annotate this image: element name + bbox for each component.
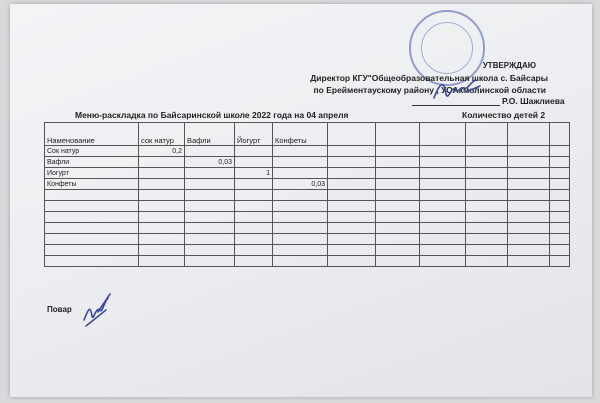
table-row xyxy=(45,201,570,212)
table-cell xyxy=(273,201,328,212)
table-cell xyxy=(185,223,235,234)
table-cell xyxy=(508,168,550,179)
column-header: сок натур xyxy=(139,123,185,146)
table-cell xyxy=(550,212,570,223)
district-line: по Ерейментаускому району , УОАкмолинской области xyxy=(313,85,546,95)
table-cell xyxy=(139,157,185,168)
table-cell xyxy=(328,168,376,179)
table-cell xyxy=(466,157,508,168)
table-cell xyxy=(273,190,328,201)
table-cell xyxy=(508,256,550,267)
table-cell xyxy=(273,212,328,223)
table-cell xyxy=(420,157,466,168)
table-cell xyxy=(139,168,185,179)
table-cell xyxy=(185,146,235,157)
table-cell xyxy=(376,245,420,256)
table-row xyxy=(45,168,570,179)
table-cell xyxy=(235,212,273,223)
table-cell xyxy=(139,223,185,234)
table-cell xyxy=(45,190,139,201)
table-cell: Вафли xyxy=(45,157,139,168)
table-cell: Иогурт xyxy=(45,168,139,179)
table-cell xyxy=(376,157,420,168)
table-cell xyxy=(273,146,328,157)
document-page xyxy=(10,4,592,397)
table-cell xyxy=(139,179,185,190)
table-cell xyxy=(273,245,328,256)
table-cell xyxy=(235,234,273,245)
table-cell xyxy=(376,168,420,179)
table-row xyxy=(45,146,570,157)
table-cell xyxy=(550,190,570,201)
table-cell xyxy=(273,168,328,179)
table-cell xyxy=(508,179,550,190)
table-cell xyxy=(508,212,550,223)
column-header xyxy=(550,123,570,146)
table-cell xyxy=(420,168,466,179)
table-cell xyxy=(550,168,570,179)
table-cell xyxy=(466,212,508,223)
table-cell xyxy=(550,245,570,256)
table-cell xyxy=(185,212,235,223)
column-header xyxy=(420,123,466,146)
table-row xyxy=(45,223,570,234)
table-cell xyxy=(420,146,466,157)
table-cell xyxy=(508,245,550,256)
table-row xyxy=(45,190,570,201)
table-cell: Сок натур xyxy=(45,146,139,157)
table-cell xyxy=(376,146,420,157)
director-line: Директор КГУ"Общеобразовательная школа с. Байсары xyxy=(310,73,548,83)
table-cell xyxy=(45,234,139,245)
table-row xyxy=(45,179,570,190)
table-cell xyxy=(45,223,139,234)
table-cell xyxy=(376,179,420,190)
column-header: Конфеты xyxy=(273,123,328,146)
table-cell xyxy=(466,234,508,245)
column-header: Йогурт xyxy=(235,123,273,146)
table-cell xyxy=(185,234,235,245)
column-header xyxy=(376,123,420,146)
document-title: Меню-раскладка по Байсаринской школе 2022 года на 04 апреля xyxy=(75,110,349,120)
table-cell xyxy=(420,256,466,267)
table-cell xyxy=(420,212,466,223)
column-header xyxy=(328,123,376,146)
table-row xyxy=(45,157,570,168)
table-cell xyxy=(550,146,570,157)
table-cell xyxy=(328,212,376,223)
table-cell xyxy=(235,201,273,212)
table-cell: 1 xyxy=(235,168,273,179)
table-cell xyxy=(328,190,376,201)
table-cell xyxy=(45,201,139,212)
table-cell xyxy=(235,256,273,267)
table-cell xyxy=(466,190,508,201)
column-header: Наменование xyxy=(45,123,139,146)
table-cell xyxy=(420,223,466,234)
table-cell xyxy=(550,179,570,190)
table-cell xyxy=(273,256,328,267)
table-cell xyxy=(45,212,139,223)
table-cell xyxy=(273,234,328,245)
table-cell xyxy=(328,157,376,168)
table-cell xyxy=(376,201,420,212)
table-cell xyxy=(466,146,508,157)
table-cell xyxy=(508,201,550,212)
table-cell xyxy=(550,256,570,267)
table-cell: 0,03 xyxy=(185,157,235,168)
table-row xyxy=(45,245,570,256)
table-cell xyxy=(466,223,508,234)
table-cell xyxy=(139,201,185,212)
table-cell xyxy=(328,146,376,157)
table-cell xyxy=(376,256,420,267)
table-cell xyxy=(550,201,570,212)
signatory-name: Р.О. Шажлиева xyxy=(502,96,565,106)
table-cell xyxy=(273,223,328,234)
table-cell xyxy=(508,234,550,245)
table-cell xyxy=(139,190,185,201)
table-row xyxy=(45,256,570,267)
table-cell: 0,2 xyxy=(139,146,185,157)
table-cell: 0,03 xyxy=(273,179,328,190)
table-cell xyxy=(139,245,185,256)
table-cell xyxy=(328,179,376,190)
table-cell xyxy=(139,256,185,267)
table-cell xyxy=(508,190,550,201)
table-cell xyxy=(185,190,235,201)
table-header-row xyxy=(45,123,570,146)
table-cell xyxy=(550,234,570,245)
table-cell xyxy=(235,190,273,201)
table-cell xyxy=(420,190,466,201)
table-cell xyxy=(328,245,376,256)
table-cell xyxy=(185,201,235,212)
table-cell xyxy=(376,212,420,223)
table-cell xyxy=(466,256,508,267)
cook-signature xyxy=(80,290,116,330)
table-cell xyxy=(45,245,139,256)
column-header xyxy=(508,123,550,146)
table-cell xyxy=(235,146,273,157)
table-cell xyxy=(185,168,235,179)
column-header xyxy=(466,123,508,146)
table-cell xyxy=(185,245,235,256)
table-cell xyxy=(328,201,376,212)
table-row xyxy=(45,212,570,223)
column-header: Вафли xyxy=(185,123,235,146)
table-cell xyxy=(508,146,550,157)
table-cell xyxy=(235,223,273,234)
table-cell xyxy=(235,157,273,168)
table-cell xyxy=(328,234,376,245)
table-cell xyxy=(466,179,508,190)
table-cell xyxy=(420,234,466,245)
table-cell xyxy=(508,157,550,168)
table-cell xyxy=(273,157,328,168)
table-cell xyxy=(328,256,376,267)
table-cell xyxy=(420,245,466,256)
table-cell xyxy=(185,179,235,190)
children-count: Количество детей 2 xyxy=(462,110,546,120)
table-cell: Конфеты xyxy=(45,179,139,190)
table-cell xyxy=(235,179,273,190)
menu-table xyxy=(44,122,570,267)
table-cell xyxy=(550,157,570,168)
cook-label: Повар xyxy=(47,305,72,314)
table-cell xyxy=(420,201,466,212)
table-cell xyxy=(376,190,420,201)
table-cell xyxy=(235,245,273,256)
table-cell xyxy=(550,223,570,234)
table-cell xyxy=(45,256,139,267)
table-cell xyxy=(185,256,235,267)
table-cell xyxy=(139,234,185,245)
table-cell xyxy=(420,179,466,190)
table-cell xyxy=(328,223,376,234)
table-row xyxy=(45,234,570,245)
table-cell xyxy=(466,245,508,256)
table-cell xyxy=(139,212,185,223)
director-signature xyxy=(430,72,486,106)
approval-heading: УТВЕРЖДАЮ xyxy=(482,61,536,70)
table-cell xyxy=(508,223,550,234)
table-cell xyxy=(466,168,508,179)
table-cell xyxy=(376,223,420,234)
table-cell xyxy=(376,234,420,245)
table-cell xyxy=(466,201,508,212)
